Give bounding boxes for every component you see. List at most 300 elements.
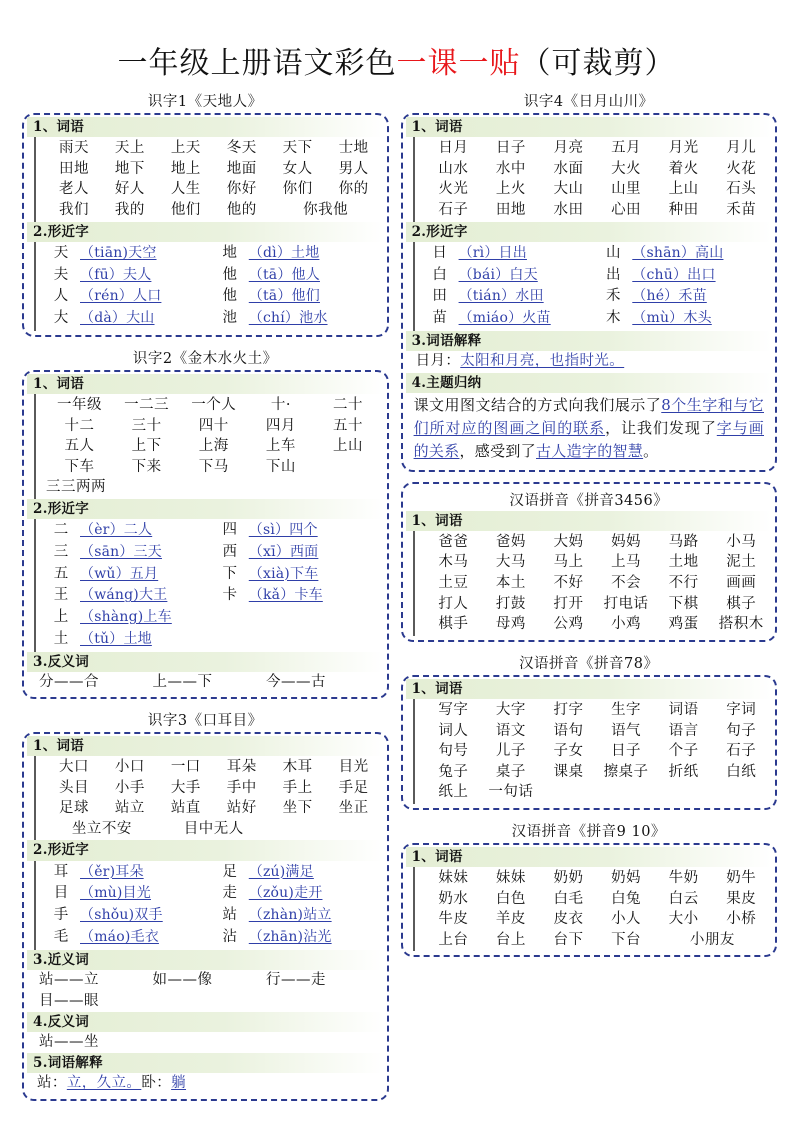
word-cell: 木马	[438, 554, 469, 571]
page-title-accent: 一课一贴	[396, 46, 521, 81]
word-cell: 三十	[131, 417, 162, 434]
word-cell: 木耳	[282, 759, 313, 776]
card-shizi-1	[22, 113, 389, 337]
xingjinzi-pinyin: （sān）三天	[80, 543, 162, 560]
xingjinzi-pinyin: （hé）禾苗	[632, 288, 707, 305]
word-cell: 一句话	[488, 784, 534, 801]
section-header-ciyu: 1、词语	[406, 511, 772, 531]
xingjinzi-char: 二	[53, 522, 69, 539]
xingjinzi-table-shizi-1	[34, 242, 384, 331]
word-cell: 老人	[58, 181, 89, 198]
card-title-shizi-4: 识字4《日月山川》	[523, 94, 654, 110]
word-cell: 一年级	[57, 396, 103, 413]
word-cell: 五十	[333, 417, 363, 434]
word-cell: 天下	[282, 140, 313, 157]
xingjinzi-pinyin: （xī）西面	[248, 543, 319, 560]
word-cell: 上马	[611, 554, 642, 571]
word-cell: 果皮	[726, 890, 757, 907]
word-cell: 五月	[611, 140, 642, 157]
right-column	[401, 90, 777, 1111]
xingjinzi-pinyin: （tā）他们	[248, 288, 320, 305]
word-cell: 子女	[553, 743, 584, 760]
word-cell: 种田	[668, 201, 699, 218]
word-cell: 禾苗	[726, 201, 757, 218]
xingjinzi-table-shizi-4	[413, 242, 772, 331]
word-cell: 目中无人	[183, 820, 244, 837]
word-cell: 小人	[611, 911, 642, 928]
xingjinzi-pinyin: （máo)毛衣	[80, 928, 159, 945]
xingjinzi-char: 夫	[53, 266, 69, 283]
word-cell: 画画	[726, 575, 757, 592]
xingjinzi-char: 大	[53, 310, 69, 326]
word-cell: 石子	[726, 743, 757, 760]
card-pinyin-910	[401, 843, 777, 958]
word-cell: 士地	[338, 140, 369, 157]
word-cell: 手中	[226, 779, 257, 796]
card-title-pinyin-78: 汉语拼音《拼音78》	[519, 655, 659, 672]
worksheet-columns	[0, 84, 793, 1111]
word-cell: 不行	[668, 575, 699, 592]
antonym-pair: 上——下	[152, 673, 213, 690]
word-cell: 男人	[338, 160, 369, 177]
word-cell: 妈妈	[611, 533, 642, 550]
explanation-body: 立，久立。	[66, 1075, 142, 1092]
xingjinzi-pinyin: （ěr)耳朵	[80, 863, 144, 880]
word-cell: 词人	[438, 722, 469, 739]
section-header-ciyu: 1、词语	[406, 847, 772, 867]
word-cell: 我们	[58, 201, 89, 218]
word-cell: 十·	[270, 396, 291, 413]
theme-summary-paragraph	[406, 393, 772, 466]
word-cell: 四十	[198, 417, 229, 434]
xingjinzi-char: 人	[53, 288, 69, 305]
word-cell: 纸上	[438, 784, 469, 801]
word-cell: 雨天	[58, 140, 89, 157]
word-cell: 小鸡	[611, 616, 642, 633]
word-cell: 站立	[114, 800, 145, 817]
card-pinyin-78	[401, 675, 777, 810]
xingjinzi-char: 四	[222, 522, 238, 539]
word-cell: 二十	[333, 396, 363, 413]
word-cell: 母鸡	[495, 616, 526, 633]
word-cell: 下棋	[668, 595, 699, 612]
word-cell: 语句	[553, 722, 584, 739]
word-cell: 大小	[668, 911, 699, 928]
xingjinzi-char: 耳	[53, 863, 69, 880]
explanation-lead: 日月：	[415, 352, 461, 369]
word-grid-pinyin-3456	[413, 531, 772, 636]
xingjinzi-pinyin: （xià)下车	[248, 565, 319, 582]
word-grid-shizi-3	[34, 756, 384, 840]
jinyici-row-1	[27, 970, 384, 991]
word-grid-pinyin-78	[413, 699, 772, 804]
word-cell: 十二	[64, 417, 95, 434]
word-cell: 马路	[668, 533, 699, 550]
xingjinzi-pinyin: （shǒu)双手	[80, 907, 163, 924]
word-cell: 鸡蛋	[668, 616, 699, 633]
card-shizi-1-wrapper	[22, 90, 389, 347]
xingjinzi-pinyin: （tiān)天空	[80, 244, 157, 261]
word-cell: 土地	[668, 554, 699, 571]
card-title-shizi-3: 识字3《口耳目》	[147, 712, 263, 729]
word-grid-pinyin-910	[413, 867, 772, 951]
explanation-body: 太阳和月亮，也指时光。	[460, 352, 625, 369]
word-cell: 一个人	[191, 396, 237, 413]
word-cell: 小手	[114, 779, 145, 796]
xingjinzi-pinyin: （mù)目光	[80, 885, 151, 902]
xingjinzi-char: 五	[53, 565, 69, 582]
xingjinzi-pinyin: （bái）白天	[458, 266, 538, 283]
card-pinyin-910-wrapper	[401, 820, 777, 968]
xingjinzi-char: 苗	[432, 310, 447, 326]
word-cell: 下车	[64, 458, 95, 475]
word-cell: 好人	[114, 181, 145, 198]
word-cell: 小朋友	[689, 931, 735, 948]
xingjinzi-char: 沾	[222, 928, 238, 945]
xingjinzi-pinyin: （sì）四个	[248, 522, 318, 539]
xingjinzi-char: 目	[53, 885, 69, 902]
word-cell: 田地	[58, 160, 89, 177]
word-cell: 棋子	[726, 595, 757, 612]
xingjinzi-char: 卡	[222, 587, 238, 604]
xingjinzi-char: 他	[222, 266, 238, 283]
section-header-xingjinzi: 2.形近字	[406, 222, 772, 242]
word-cell: 山里	[611, 181, 642, 198]
card-shizi-4-wrapper	[401, 90, 777, 482]
xingjinzi-char: 出	[606, 266, 621, 283]
word-cell: 坐下	[282, 800, 313, 817]
word-cell: 地面	[226, 160, 257, 177]
word-cell: 田地	[495, 201, 526, 218]
word-cell: 不会	[611, 575, 642, 592]
word-cell: 坐立不安	[71, 820, 132, 837]
word-cell: 语气	[611, 722, 642, 739]
word-cell: 日子	[611, 743, 642, 760]
xingjinzi-char: 木	[606, 310, 621, 326]
word-cell: 白兔	[611, 890, 642, 907]
card-pinyin-3456-wrapper	[401, 482, 777, 652]
section-header-ciyu: 1、词语	[406, 117, 772, 137]
word-cell: 爸爸	[438, 533, 469, 550]
theme-underline-3: 古人造字的智慧	[536, 442, 644, 461]
synonym-pair: 行——走	[266, 971, 327, 988]
section-header-zhutiguina: 4.主题归纳	[406, 373, 772, 393]
word-cell: 大字	[495, 702, 526, 719]
word-cell: 他的	[226, 201, 257, 218]
word-cell: 着火	[668, 160, 699, 177]
xingjinzi-pinyin: （tā）他人	[248, 266, 320, 283]
word-cell: 土豆	[438, 575, 469, 592]
xingjinzi-pinyin: （chū）出口	[632, 266, 716, 283]
xingjinzi-pinyin: （zhàn)站立	[248, 907, 332, 924]
word-cell: 白纸	[726, 763, 757, 780]
word-cell	[314, 457, 381, 478]
synonym-pair: 站——立	[39, 971, 99, 988]
word-cell: 台上	[495, 931, 526, 948]
word-cell: 他们	[170, 201, 201, 218]
word-cell: 地下	[114, 160, 145, 177]
word-cell: 日月	[438, 140, 469, 157]
word-cell: 写字	[438, 702, 469, 719]
left-column	[22, 90, 389, 1111]
word-cell: 上台	[438, 931, 469, 948]
card-shizi-3-wrapper	[22, 709, 389, 1111]
xingjinzi-char: 王	[53, 587, 69, 604]
xingjinzi-pinyin: （dà）大山	[80, 310, 155, 326]
word-cell: 火光	[438, 181, 469, 198]
word-cell: 月光	[668, 140, 699, 157]
xingjinzi-pinyin: （wǔ）五月	[80, 565, 159, 582]
fanyici-row-shizi-3	[27, 1032, 384, 1053]
card-pinyin-3456	[401, 482, 777, 642]
word-explanation-line	[27, 1073, 384, 1095]
card-title-shizi-2: 识字2《金木水火土》	[132, 350, 278, 367]
xingjinzi-pinyin: （tián）水田	[458, 288, 544, 305]
card-shizi-3	[22, 732, 389, 1101]
section-header-fanyici: 3.反义词	[27, 652, 384, 672]
xingjinzi-pinyin: （dì）土地	[248, 244, 320, 261]
word-cell: 站直	[170, 800, 201, 817]
xingjinzi-table-shizi-3	[34, 861, 384, 950]
word-cell: 爸妈	[495, 533, 526, 550]
xingjinzi-char: 田	[432, 288, 447, 305]
xingjinzi-char: 土	[53, 630, 69, 647]
word-cell: 马上	[553, 554, 584, 571]
word-cell: 下马	[198, 458, 229, 475]
word-cell: 地上	[170, 160, 201, 177]
word-cell: 你好	[226, 181, 257, 198]
word-cell: 台下	[553, 931, 584, 948]
word-cell: 下台	[611, 931, 642, 948]
word-cell: 棋手	[438, 616, 469, 633]
page-title-part-1: 一年级上册语文彩色	[117, 46, 397, 81]
section-header-ciyu: 1、词语	[27, 736, 384, 756]
xingjinzi-char: 山	[606, 244, 621, 261]
section-header-ciyujieshi: 5.词语解释	[27, 1053, 384, 1073]
word-cell: 冬天	[226, 140, 257, 157]
word-cell: 本土	[495, 575, 526, 592]
word-cell: 手上	[282, 779, 313, 796]
word-cell: 月儿	[726, 140, 757, 157]
word-cell: 白云	[668, 890, 699, 907]
word-cell: 皮衣	[553, 911, 584, 928]
xingjinzi-pinyin: （zǒu)走开	[248, 885, 323, 902]
word-cell: 字词	[726, 702, 757, 719]
xingjinzi-char: 他	[222, 288, 238, 305]
jinyici-row-2	[27, 991, 384, 1012]
word-cell: 耳朵	[226, 759, 257, 776]
word-cell: 妹妹	[495, 870, 526, 887]
xingjinzi-char: 池	[222, 310, 238, 326]
synonym-pair: 如——像	[152, 971, 213, 988]
xingjinzi-char: 毛	[53, 928, 69, 945]
xingjinzi-pinyin: （kǎ）卡车	[248, 587, 323, 604]
xingjinzi-char: 上	[53, 609, 69, 626]
word-cell: 目光	[338, 759, 369, 776]
word-grid-shizi-1	[34, 137, 384, 221]
page-title-part-2: （可裁剪）	[520, 46, 676, 81]
antonym-pair: 今——古	[266, 673, 327, 690]
word-cell: 一口	[170, 759, 201, 776]
xingjinzi-pinyin: （rén）人口	[80, 288, 162, 305]
theme-text-3: ，感受到了	[459, 442, 536, 461]
word-cell: 大妈	[553, 533, 584, 550]
xingjinzi-table-shizi-2	[34, 519, 384, 652]
synonym-pair: 目——眼	[39, 992, 99, 1009]
word-cell: 上下	[131, 438, 162, 455]
word-cell: 生字	[611, 702, 642, 719]
word-cell: 下山	[265, 458, 296, 475]
word-cell: 五人	[64, 438, 95, 455]
word-cell: 女人	[282, 160, 313, 177]
xingjinzi-char: 地	[222, 244, 238, 261]
word-cell: 桌子	[495, 763, 526, 780]
word-cell: 大火	[611, 160, 642, 177]
word-cell: 打开	[553, 595, 584, 612]
word-cell: 句号	[438, 743, 469, 760]
word-cell: 小桥	[726, 911, 757, 928]
section-header-fanyici: 4.反义词	[27, 1012, 384, 1032]
xingjinzi-char: 手	[53, 907, 69, 924]
word-cell: 上火	[495, 181, 526, 198]
word-cell: 羊皮	[495, 911, 526, 928]
word-cell: 白毛	[553, 890, 584, 907]
xingjinzi-char: 走	[222, 885, 238, 902]
word-cell: 大手	[170, 779, 201, 796]
word-cell: 课桌	[553, 763, 584, 780]
card-shizi-2-wrapper	[22, 347, 389, 709]
xingjinzi-pinyin: （èr）二人	[80, 522, 153, 539]
word-cell: 手足	[338, 779, 369, 796]
word-cell: 折纸	[668, 763, 699, 780]
word-cell: 三三两两	[46, 479, 106, 496]
xingjinzi-pinyin: （rì）日出	[458, 244, 527, 261]
word-cell: 心田	[611, 201, 642, 218]
word-cell: 泥土	[726, 554, 757, 571]
xingjinzi-pinyin: （wáng)大王	[80, 587, 168, 604]
xingjinzi-pinyin: （fū）夫人	[80, 266, 152, 283]
theme-text-4: 。	[643, 442, 659, 461]
xingjinzi-char: 足	[222, 863, 238, 880]
section-header-xingjinzi: 2.形近字	[27, 499, 384, 519]
card-pinyin-78-wrapper	[401, 652, 777, 820]
word-cell: 下来	[131, 458, 162, 475]
section-header-ciyujieshi: 3.词语解释	[406, 331, 772, 351]
section-header-ciyu: 1、词语	[406, 679, 772, 699]
fanyici-row-shizi-2	[27, 672, 384, 693]
xingjinzi-char: 下	[222, 565, 238, 582]
section-header-ciyu: 1、词语	[27, 374, 384, 394]
word-cell: 头目	[58, 779, 89, 796]
xingjinzi-char: 站	[222, 907, 238, 924]
word-cell: 不好	[553, 575, 584, 592]
xingjinzi-pinyin: （shān）高山	[632, 244, 724, 261]
word-cell: 人生	[170, 181, 201, 198]
xingjinzi-pinyin: （zhān)沾光	[248, 928, 332, 945]
xingjinzi-pinyin: （miáo）火苗	[458, 310, 551, 326]
word-cell: 石子	[438, 201, 469, 218]
word-cell: 站好	[226, 800, 257, 817]
word-explanation-line-shizi-4	[406, 351, 772, 373]
word-cell: 坐正	[338, 800, 369, 817]
word-cell: 天上	[114, 140, 145, 157]
theme-text-2: ，让我们发现了	[605, 419, 717, 438]
explanation-lead-2: 卧：	[141, 1075, 172, 1092]
word-cell: 妹妹	[438, 870, 469, 887]
theme-underline-2: 字与画的关系	[413, 419, 764, 461]
word-cell: 月亮	[553, 140, 584, 157]
word-cell: 上车	[265, 438, 296, 455]
xingjinzi-char: 白	[432, 266, 447, 283]
xingjinzi-char: 西	[222, 543, 238, 560]
word-cell: 大马	[495, 554, 526, 571]
word-cell: 个子	[668, 743, 699, 760]
word-cell: 上海	[198, 438, 229, 455]
xingjinzi-char: 日	[432, 244, 447, 261]
word-grid-shizi-2	[34, 394, 384, 499]
word-cell: 大山	[553, 181, 584, 198]
xingjinzi-char: 天	[53, 244, 69, 261]
word-cell: 打鼓	[495, 595, 526, 612]
antonym-pair: 分——合	[39, 673, 99, 690]
card-title-pinyin-3456: 汉语拼音《拼音3456》	[509, 492, 669, 509]
section-header-xingjinzi: 2.形近字	[27, 222, 384, 242]
section-header-xingjinzi: 2.形近字	[27, 840, 384, 860]
word-cell: 日子	[495, 140, 526, 157]
word-cell: 语言	[668, 722, 699, 739]
word-cell: 上山	[668, 181, 699, 198]
word-cell: 上山	[333, 438, 363, 455]
theme-underline-1: 8个生字和与它们所对应的图画之间的联系	[413, 395, 764, 438]
word-cell: 奶奶	[553, 870, 584, 887]
card-title-pinyin-910: 汉语拼音《拼音9 10》	[511, 823, 666, 840]
xingjinzi-pinyin: （zú)满足	[248, 863, 314, 880]
word-cell: 我的	[114, 201, 145, 218]
word-cell: 四月	[265, 417, 296, 434]
word-cell: 你我他	[303, 201, 349, 218]
card-title-shizi-1: 识字1《天地人》	[147, 94, 263, 110]
xingjinzi-char: 三	[53, 543, 69, 560]
word-cell: 牛奶	[668, 870, 699, 887]
word-cell: 擦桌子	[603, 763, 649, 780]
word-cell: 牛皮	[438, 911, 469, 928]
explanation-lead: 站：	[37, 1075, 67, 1092]
word-cell: 足球	[58, 800, 89, 817]
word-cell: 儿子	[495, 743, 526, 760]
xingjinzi-pinyin: （chí）池水	[248, 310, 328, 326]
word-cell: 词语	[668, 702, 699, 719]
word-cell: 奶水	[438, 890, 469, 907]
xingjinzi-pinyin: （shàng)上车	[80, 609, 172, 626]
section-header-ciyu: 1、词语	[27, 117, 384, 137]
xingjinzi-char: 禾	[606, 288, 621, 305]
word-cell: 语文	[495, 722, 526, 739]
word-cell: 打人	[438, 595, 469, 612]
xingjinzi-pinyin: （tǔ）土地	[80, 630, 152, 647]
word-cell: 你的	[338, 181, 369, 198]
card-shizi-4	[401, 113, 777, 472]
word-cell: 小口	[114, 759, 145, 776]
word-cell: 水中	[495, 160, 526, 177]
word-cell: 打电话	[603, 595, 649, 612]
word-cell: 句子	[726, 722, 757, 739]
word-cell: 一二三	[124, 396, 170, 413]
word-cell: 奶妈	[611, 870, 642, 887]
word-cell: 大口	[58, 759, 89, 776]
word-cell: 搭积木	[718, 616, 764, 633]
word-cell: 山水	[438, 160, 469, 177]
word-cell: 水田	[553, 201, 584, 218]
